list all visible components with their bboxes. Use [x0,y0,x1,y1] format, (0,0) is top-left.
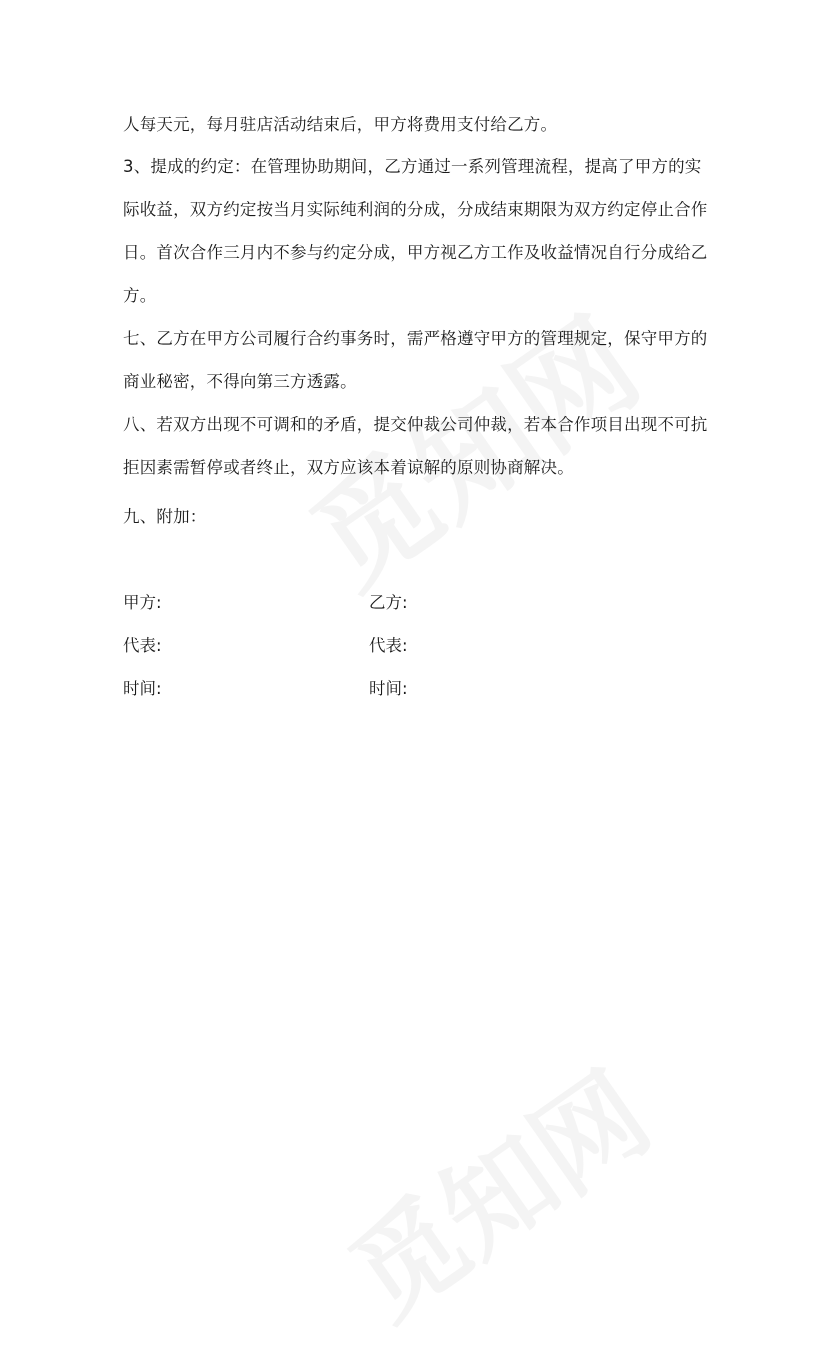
paragraph-line: 日。首次合作三月内不参与约定分成，甲方视乙方工作及收益情况自行分成给乙 [123,243,708,262]
paragraph-line: 商业秘密，不得向第三方透露。 [123,372,357,391]
paragraph-line: 拒因素需暂停或者终止，双方应该本着谅解的原则协商解决。 [123,458,574,477]
paragraph-line: 八、若双方出现不可调和的矛盾，提交仲裁公司仲裁，若本合作项目出现不可抗 [123,415,708,434]
paragraph-line: 七、乙方在甲方公司履行合约事务时，需严格遵守甲方的管理规定，保守甲方的 [123,329,708,348]
representative-b-label: 代表: [369,636,408,655]
paragraph-line: 3、提成的约定：在管理协助期间，乙方通过一系列管理流程，提高了甲方的实 [123,157,702,176]
party-a-label: 甲方: [123,593,162,612]
paragraph-line: 人每天元，每月驻店活动结束后，甲方将费用支付给乙方。 [123,115,558,134]
time-a-label: 时间: [123,679,162,698]
paragraph-line: 际收益，双方约定按当月实际纯利润的分成，分成结束期限为双方约定停止合作 [123,200,708,219]
paragraph-line: 九、附加： [123,507,207,526]
watermark [273,272,667,619]
party-b-label: 乙方: [369,593,408,612]
watermark [315,1030,676,1348]
representative-a-label: 代表: [123,636,162,655]
paragraph-line: 方。 [123,286,157,305]
time-b-label: 时间: [369,679,408,698]
